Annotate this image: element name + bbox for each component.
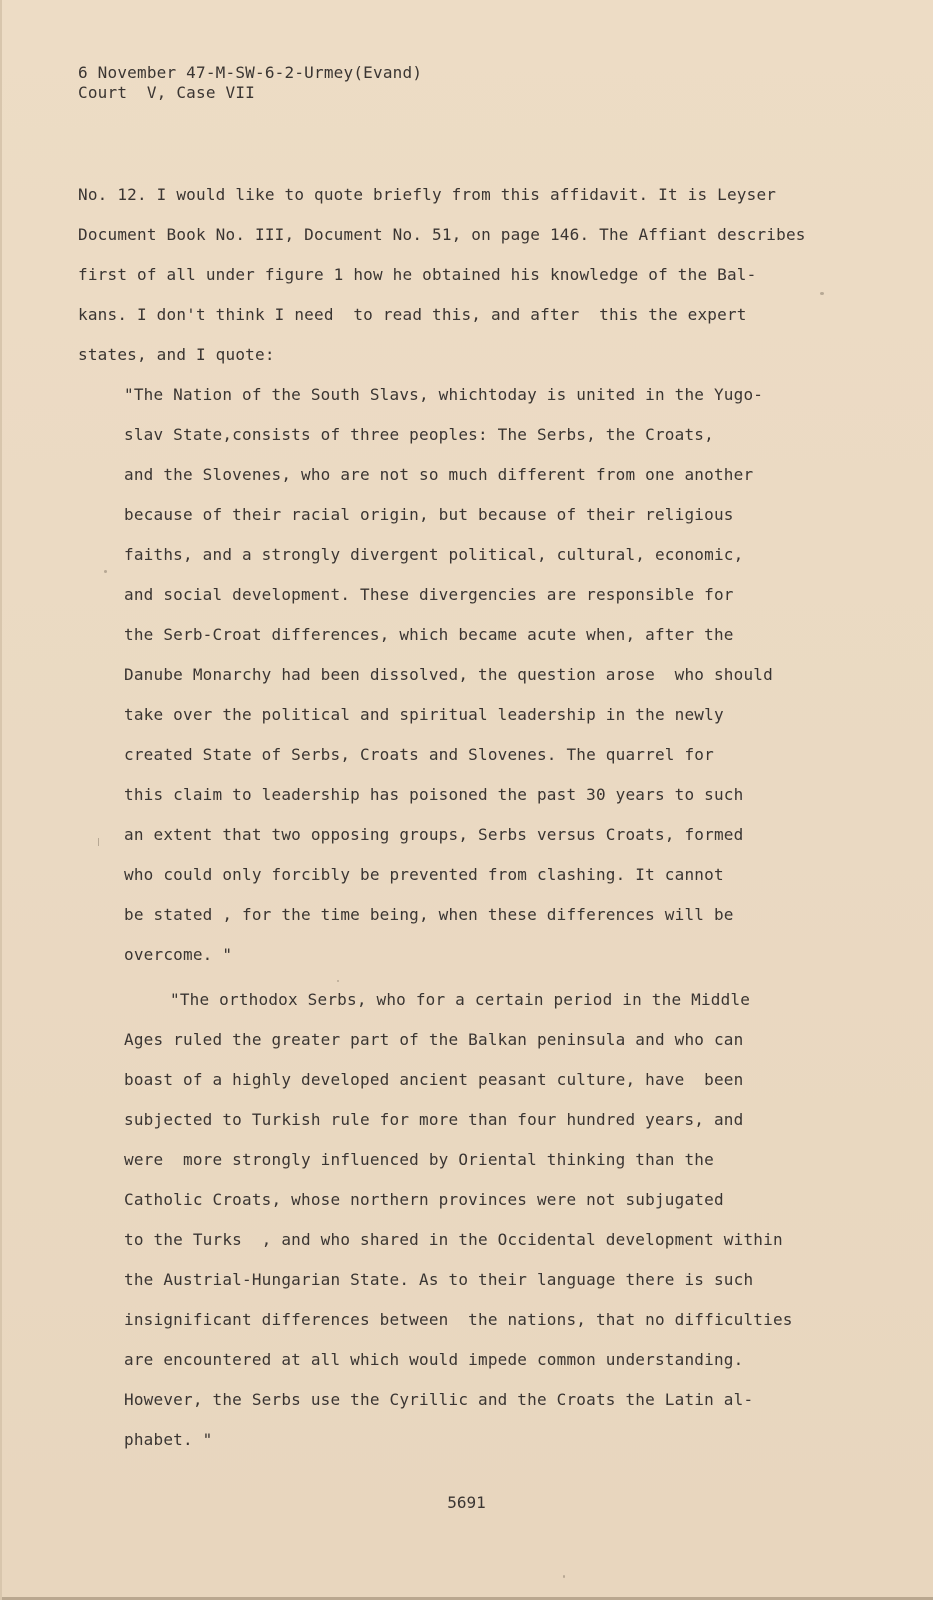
quote-line: the Serb-Croat differences, which became acute when, after the: [124, 625, 734, 644]
paper-speck: [104, 570, 107, 573]
quote-line: this claim to leadership has poisoned the past 30 years to such: [124, 785, 744, 804]
header-case-reference: 6 November 47-M-SW-6-2-Urmey(Evand): [78, 63, 423, 82]
quote-line: phabet. ": [124, 1430, 213, 1449]
quote-line: Danube Monarchy had been dissolved, the question arose who should: [124, 665, 773, 684]
paper-speck: [98, 838, 99, 846]
quote-line: "The Nation of the South Slavs, whichtoday is united in the Yugo-: [124, 385, 764, 404]
quote-line: insignificant differences between the nations, that no difficulties: [124, 1310, 793, 1329]
body-line: Document Book No. III, Document No. 51, on page 146. The Affiant describes: [78, 225, 806, 244]
paper-speck: [563, 1575, 565, 1578]
paper-speck: [820, 292, 824, 295]
quote-line: Catholic Croats, whose northern provinces were not subjugated: [124, 1190, 724, 1209]
quote-line: an extent that two opposing groups, Serbs versus Croats, formed: [124, 825, 744, 844]
quote-line: who could only forcibly be prevented from clashing. It cannot: [124, 865, 724, 884]
quote-line: However, the Serbs use the Cyrillic and the Croats the Latin al-: [124, 1390, 754, 1409]
quote-line: to the Turks , and who shared in the Occidental development within: [124, 1230, 783, 1249]
body-line: first of all under figure 1 how he obtained his knowledge of the Bal-: [78, 265, 757, 284]
body-line: kans. I don't think I need to read this, and after this the expert: [78, 305, 747, 324]
quote-line: take over the political and spiritual leadership in the newly: [124, 705, 724, 724]
paper-speck: [337, 980, 339, 982]
quote-line: faiths, and a strongly divergent political, cultural, economic,: [124, 545, 744, 564]
quote-line: were more strongly influenced by Oriental thinking than the: [124, 1150, 714, 1169]
quote-line: "The orthodox Serbs, who for a certain period in the Middle: [170, 990, 751, 1009]
quote-line: and social development. These divergencies are responsible for: [124, 585, 734, 604]
quote-line: because of their racial origin, but because of their religious: [124, 505, 734, 524]
body-line: states, and I quote:: [78, 345, 275, 364]
header-court-case: Court V, Case VII: [78, 83, 255, 102]
quote-line: Ages ruled the greater part of the Balkan peninsula and who can: [124, 1030, 744, 1049]
quote-line: are encountered at all which would impede common understanding.: [124, 1350, 744, 1369]
body-line: No. 12. I would like to quote briefly from this affidavit. It is Leyser: [78, 185, 777, 204]
quote-line: subjected to Turkish rule for more than four hundred years, and: [124, 1110, 744, 1129]
quote-line: and the Slovenes, who are not so much different from one another: [124, 465, 754, 484]
quote-line: created State of Serbs, Croats and Slovenes. The quarrel for: [124, 745, 714, 764]
quote-line: be stated , for the time being, when these differences will be: [124, 905, 734, 924]
quote-line: overcome. ": [124, 945, 233, 964]
quote-line: the Austrial-Hungarian State. As to their language there is such: [124, 1270, 754, 1289]
quote-line: slav State,consists of three peoples: The Serbs, the Croats,: [124, 425, 714, 444]
page-number: 5691: [447, 1493, 486, 1512]
quote-line: boast of a highly developed ancient peasant culture, have been: [124, 1070, 744, 1089]
